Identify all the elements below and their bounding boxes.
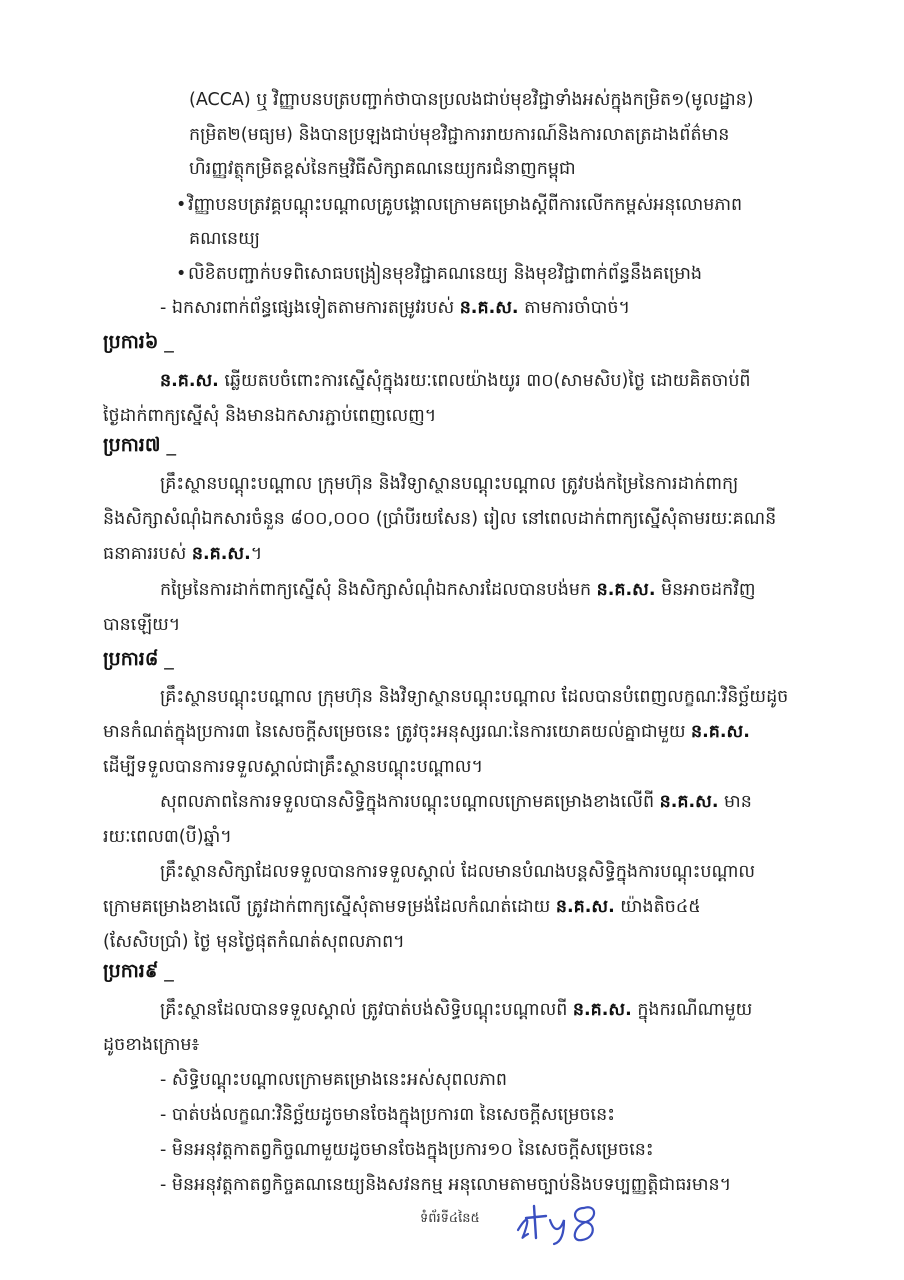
article-6-line-1: ន.គ.ស. ឆ្លើយតបចំពោះការស្នើសុំក្នុងរយៈពេលយ៉ាងយូរ ៣០(សាមសិប)ថ្ងៃ ដោយគិតចាប់ពី <box>160 371 751 391</box>
handwritten-initials-icon <box>512 1198 604 1246</box>
bullet-dot-icon: • <box>176 264 187 284</box>
bullet-item-1: •វិញ្ញាបនបត្រវគ្គបណ្តុះបណ្តាលគ្រូបង្គោលក្រោមគម្រោងស្តីពីការលើកកម្ពស់អនុលោមភាព <box>176 195 743 215</box>
org-abbr: ន.គ.ស. <box>572 1000 632 1020</box>
bullet-dot-icon: • <box>176 195 187 215</box>
article-6-heading: ប្រការ៦ _ <box>103 331 174 353</box>
article-8-line-3: ដើម្បីទទួលបានការទទួលស្គាល់ជាគ្រឹះស្ថានបណ្តុះបណ្តាល។ <box>103 757 483 777</box>
article-8-heading: ប្រការ៨ _ <box>103 648 174 670</box>
heading-dash: _ <box>164 960 174 982</box>
article-8-line-2: មានកំណត់ក្នុងប្រការ៣ នៃសេចក្តីសម្រេចនេះ ត្រូវចុះអនុស្សរណៈនៃការយោគយល់គ្នាជាមួយ ន.គ.ស. <box>103 722 750 742</box>
intro-line-1: (ACCA) ឬ វិញ្ញាបនបត្របញ្ជាក់ថាបានប្រលងជាប់មុខវិជ្ជាទាំងអស់ក្នុងកម្រិត១(មូលដ្ឋាន) <box>189 90 754 110</box>
article-8-line-8: (សែសិបប្រាំ) ថ្ងៃ មុនថ្ងៃផុតកំណត់សុពលភាព។ <box>103 932 405 952</box>
org-abbr: ន.គ.ស. <box>191 544 251 564</box>
article-7-heading: ប្រការ៧ _ <box>103 434 176 456</box>
dash-item-1: - ឯកសារពាក់ព័ន្ធផ្សេងទៀតតាមការតម្រូវរបស់ ន.គ.ស. តាមការចាំបាច់។ <box>160 298 631 318</box>
org-abbr: ន.គ.ស. <box>596 580 656 600</box>
bullet-item-1-cont: គណនេយ្យ <box>189 229 261 249</box>
list-item: - មិនអនុវត្តកាតព្វកិច្ចណាមួយដូចមានចែងក្នុងប្រការ១០ នៃសេចក្តីសម្រេចនេះ <box>160 1140 654 1160</box>
article-7-line-3: ធនាគាររបស់ ន.គ.ស.។ <box>103 544 263 564</box>
article-7-line-5: បានឡើយ។ <box>103 615 181 635</box>
dash-icon: - <box>160 1105 172 1125</box>
heading-dash: _ <box>166 434 176 456</box>
dash-icon: - <box>160 298 172 318</box>
article-8-line-6: គ្រឹះស្ថានសិក្សាដែលទទួលបានការទទួលស្គាល់ ដែលមានបំណងបន្តសិទ្ធិក្នុងការបណ្តុះបណ្តាល <box>160 862 756 882</box>
article-9-line-1: គ្រឹះស្ថានដែលបានទទួលស្គាល់ ត្រូវបាត់បង់សិទ្ធិបណ្តុះបណ្តាលពី ន.គ.ស. ក្នុងករណីណាមួយ <box>160 1000 753 1020</box>
list-item: - មិនអនុវត្តកាតព្វកិច្ចគណនេយ្យនិងសវនកម្ម អនុលោមតាមច្បាប់និងបទប្បញ្ញត្តិជាធរមាន។ <box>160 1175 732 1195</box>
dash-icon: - <box>160 1070 172 1090</box>
article-9-heading: ប្រការ៩ _ <box>103 960 174 982</box>
bullet-item-2: •លិខិតបញ្ជាក់បទពិសោធបង្រៀនមុខវិជ្ជាគណនេយ្យ និងមុខវិជ្ជាពាក់ព័ន្ធនឹងគម្រោង <box>176 264 702 284</box>
list-item: - សិទ្ធិបណ្តុះបណ្តាលក្រោមគម្រោងនេះអស់សុពលភាព <box>160 1070 508 1090</box>
dash-icon: - <box>160 1140 172 1160</box>
org-abbr: ន.គ.ស. <box>659 792 719 812</box>
intro-line-2: កម្រិត២(មធ្យម) និងបានប្រឡងជាប់មុខវិជ្ជាការរាយការណ៍និងការលាតត្រដាងព័ត៌មាន <box>189 125 730 145</box>
article-9-line-2: ដូចខាងក្រោម៖ <box>103 1035 200 1055</box>
page-number: ទំព័រទី៤នៃ៥ <box>420 1211 480 1226</box>
org-abbr: ន.គ.ស. <box>459 298 519 318</box>
article-8-line-4: សុពលភាពនៃការទទួលបានសិទ្ធិក្នុងការបណ្តុះបណ្តាលក្រោមគម្រោងខាងលើពី ន.គ.ស. មាន <box>160 792 752 812</box>
article-7-line-2: និងសិក្សាសំណុំឯកសារចំនួន ៨០០,០០០ (ប្រាំបីរយសែន) រៀល នៅពេលដាក់ពាក្យស្នើសុំតាមរយៈគណនី <box>103 509 777 529</box>
heading-dash: _ <box>164 331 174 353</box>
article-7-line-1: គ្រឹះស្ថានបណ្តុះបណ្តាល ក្រុមហ៊ុន និងវិទ្យាស្ថានបណ្តុះបណ្តាល ត្រូវបង់កម្រៃនៃការដាក់ពាក្យ <box>160 474 739 494</box>
org-abbr: ន.គ.ស. <box>160 371 219 391</box>
article-8-line-1: គ្រឹះស្ថានបណ្តុះបណ្តាល ក្រុមហ៊ុន និងវិទ្យាស្ថានបណ្តុះបណ្តាល ដែលបានបំពេញលក្ខណៈវិនិច្ឆ័យដូច <box>160 687 789 707</box>
org-abbr: ន.គ.ស. <box>555 897 615 917</box>
dash-icon: - <box>160 1175 172 1195</box>
heading-dash: _ <box>164 648 174 670</box>
article-7-line-4: កម្រៃនៃការដាក់ពាក្យស្នើសុំ និងសិក្សាសំណុំឯកសារដែលបានបង់មក ន.គ.ស. មិនអាចដកវិញ <box>160 580 756 600</box>
article-8-line-5: រយៈពេល៣(បី)ឆ្នាំ។ <box>103 827 232 847</box>
article-8-line-7: ក្រោមគម្រោងខាងលើ ត្រូវដាក់ពាក្យស្នើសុំតាមទម្រង់ដែលកំណត់ដោយ ន.គ.ស. យ៉ាងតិច៤៥ <box>103 897 701 917</box>
org-abbr: ន.គ.ស. <box>691 722 750 742</box>
list-item: - បាត់បង់លក្ខណៈវិនិច្ឆ័យដូចមានចែងក្នុងប្រការ៣ នៃសេចក្តីសម្រេចនេះ <box>160 1105 615 1125</box>
intro-line-3: ហិរញ្ញវត្ថុកម្រិតខ្ពស់នៃកម្មវិធីសិក្សាគណនេយ្យករជំនាញកម្ពុជា <box>189 159 576 179</box>
article-6-line-2: ថ្ងៃដាក់ពាក្យស្នើសុំ និងមានឯកសារភ្ជាប់ពេញលេញ។ <box>103 406 437 426</box>
